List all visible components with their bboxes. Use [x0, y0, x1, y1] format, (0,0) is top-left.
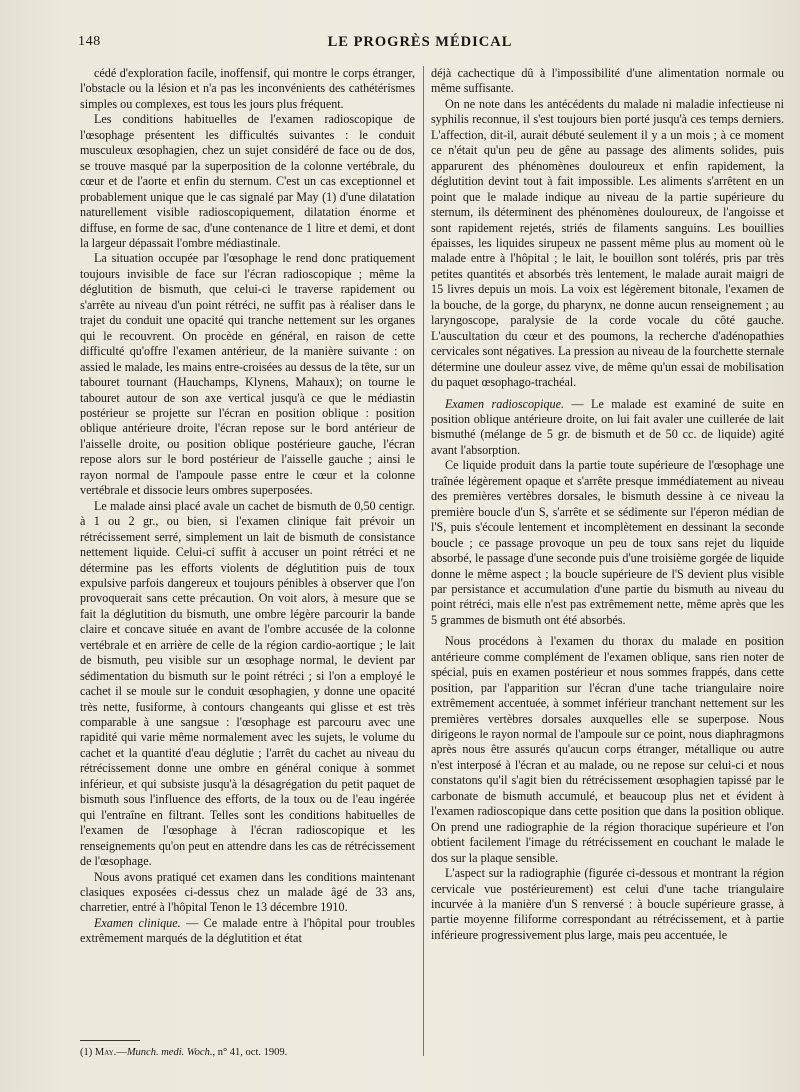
- paragraph-text: cédé d'exploration facile, inoffensif, qui montre le corps étranger, l'obstacle ou la lésion et n'a pas les inconvénients des cathétérismes simples ou complexes, est tous les jours plus fréquent.: [80, 66, 415, 111]
- paragraph-text: Ce liquide produit dans la partie toute supérieure de l'œsophage une traînée légèrement opaque et s'arrête presque immédiatement au niveau des premières vertèbres dorsales, le bismuth dessine à ce niveau la première boucle d'un S, s'arrête et se sédimente sur l'éperon médian de l'S, puis s'écoule lentement et incomplètement en dessinant la seconde boucle ; ce passage provoque un peu de toux sans rejet du liquide absorbé, le passage d'une seconde puis d'une troisième gorgée de liquide donne le même aspect ; la boucle supérieure de l'S devient plus visible par persistance et accumulation d'une partie du bismuth au niveau du point rétréci, mais elle n'est pas extrêmement nette, même après que les 5 grammes de bismuth ont été absorbés.: [431, 458, 784, 627]
- paragraph: [80, 66, 415, 112]
- paragraph-text: — Ce malade entre à l'hôpital pour troubles extrêmement marqués de la déglutition et état: [80, 915, 416, 946]
- footnote-author: May.: [94, 1047, 117, 1058]
- paragraph-text: On ne note dans les antécédents du malade ni maladie infectieuse ni syphilis reconnue, il s'est toujours bien porté jusqu'à ces temps derniers. L'affection, dit-il, aurait débuté seulement il y a un mois ; à ce moment ce n'était qu'un peu de gêne au passage des aliments solides, puis apparurent des phénomènes douloureux et enfin rapidement, la déglutition devint tout à fait impossible. Les aliments s'arrêtent en un point que le malade indique au niveau de la partie supérieure du sternum, ils déterminent des phénomènes douloureux, de l'angoisse et sont rapidement rejetés, striés de filaments sanguins. Les bouillies épaisses, les liquides sirupeux ne passent même plus au moment où le malade entre à l'hôpital ; le lait, le bouillon sont tolérés, pris par très petites quantités et absorbés très lentement, le malade aurait maigri de 15 livres depuis un mois. La voix est légèrement bitonale, l'examen de la bouche, de la gorge, du pharynx, ne donne aucun renseignement ; au laryngoscope, paralysie de la corde vocale du côté gauche. L'auscultation du cœur et des poumons, la recherche d'adénopathies cervicales sont négatives. La pression au niveau de la fourchette sternale détermine une douleur assez vive, de même qu'un essai de mobilisation du paquet œsophago-trachéal.: [431, 96, 784, 390]
- footnote-dash: —: [116, 1047, 127, 1058]
- paragraph: [80, 499, 415, 870]
- paragraph-lead: Examen radioscopique.: [445, 396, 565, 411]
- paragraph: [431, 397, 784, 459]
- paragraph-text: déjà cachectique dû à l'impossibilité d'une alimentation normale ou même suffisante.: [431, 66, 784, 96]
- page-number: 148: [78, 34, 101, 49]
- footnote-journal: Munch. medi. Woch.: [126, 1047, 213, 1058]
- running-head: [78, 34, 762, 52]
- paragraph-text: Nous procédons à l'examen du thorax du malade en position antérieure comme complément de l'examen oblique, sans rien noter de spécial, puis en examen postérieur et nous sommes frappés, dans cette position, par l'apparition sur l'écran d'une tache triangulaire noire extrêmement accentuée, à sommet inférieur tranchant nettement sur les premières vertèbres dorsales auxquelles elle se superpose. Nous dirigeons le rayon normal de l'ampoule sur ce point, nous diaphragmons après nous être assurés qu'aucun corps étranger, métallique ou autre n'est interposé à l'écran et au malade, ou ne repose sur celui-ci et nous constatons qu'il s'agit bien du rétrécissement œsophagien tapissé par le carbonate de bismuth accumulé, et beaucoup plus net et évident à l'examen radioscopique dans cette position que dans la position oblique. On prend une radiographie de la région thoracique supérieure et l'on obtient facilement l'image du rétrécissement en couchant le malade le dos sur la plaque sensible.: [431, 634, 784, 865]
- paragraph: [80, 251, 415, 498]
- paragraph: [80, 916, 415, 947]
- column-divider: [423, 66, 424, 1056]
- paragraph: [431, 866, 784, 943]
- right-column: [431, 66, 784, 943]
- paragraph: [431, 458, 784, 628]
- paragraph-text: Les conditions habituelles de l'examen radioscopique de l'œsophage présentent les difficultés suivantes : le conduit musculeux œsophagien, chez un sujet considéré de face ou de dos, se trouve masqué par la superposition de la colonne vertébrale, du cœur et de l'aorte et enfin du sternum. C'est un cas exceptionnel et probablement unique que le cas signalé par May (1) d'une dilatation naturellement visible radioscopiquement, dilatation énorme et diffuse, en forme de sac, d'une contenance de 1 litre et demi, et dont la largeur dépassait l'ombre médiastinale.: [80, 112, 415, 250]
- paragraph: [431, 97, 784, 391]
- paragraph: [80, 112, 415, 251]
- paragraph-text: L'aspect sur la radiographie (figurée ci-dessous et montrant la région cervicale vue postérieurement) est celui d'une tache triangulaire incurvée à la manière d'un S renversé : à boucle supérieure grasse, à partie moyenne filiforme correspondant au rétrécissement, et à partie inférieure progressivement plus large, mais peu accentuée, le: [431, 866, 784, 942]
- paragraph-text: — Le malade est examiné de suite en position oblique antérieure droite, on lui fait avaler une cuillerée de lait bismuthé (mélange de 5 gr. de bismuth et de 50 cc. de liquide) agité avant l'absorption.: [431, 396, 784, 457]
- paragraph-text: Nous avons pratiqué cet examen dans les conditions maintenant clasiques exposées ci-dessus chez un malade âgé de 33 ans, charretier, entré à l'hôpital Tenon le 13 décembre 1910.: [80, 869, 415, 915]
- journal-title: LE PROGRÈS MÉDICAL: [327, 34, 513, 50]
- footnote: [80, 1046, 415, 1059]
- paragraph: [431, 634, 784, 866]
- footnote-marker: (1): [80, 1047, 95, 1058]
- left-column: [80, 66, 415, 947]
- paragraph-text: La situation occupée par l'œsophage le rend donc pratiquement toujours invisible de face sur l'écran radioscopique ; même la déglutition de bismuth, que celui-ci le traverse rapidement ou s'arrête au niveau d'un point rétréci, ne suffit pas à réaliser dans le trajet du conduit une opacité qui tranche nettement sur les organes qui le recouvrent. On procède en général, en raison de cette difficulté qu'offre l'examen antérieur, de la manière suivante : on assied le malade, les mains entre-croisées au dessus de la tête, sur un tabouret tournant (Hauchamps, Klynens, Mahaux); on tourne le tabouret autour de son axe vertical jusqu'à ce que le médiastin postérieur se projette sur l'écran en position oblique : position oblique antérieure droite, l'écran repose sur le bord antérieur de l'aisselle droite, ou position oblique postérieure gauche, l'écran repose alors sur le bord postérieur de l'aisselle gauche ; ainsi le rayon normal de l'ampoule passe entre le cœur et la colonne vertébrale et dissocie leurs ombres superposées.: [80, 251, 415, 498]
- footnote-divider: [80, 1040, 140, 1041]
- footnote-rest: , n° 41, oct. 1909.: [212, 1047, 288, 1058]
- paragraph: [431, 66, 784, 97]
- paragraph-lead: Examen clinique.: [94, 915, 181, 930]
- paragraph-text: Le malade ainsi placé avale un cachet de bismuth de 0,50 centigr. à 1 ou 2 gr., ou bien, si l'examen clinique fait prévoir un rétrécissement serré, simplement un lait de bismuth de consistance nettement liquide. Celui-ci suffit à accuser un point rétréci et ne détermine pas les efforts violents de déglutition puis de toux expulsive parfois dangereux et toujours pénibles à observer que l'on provoquerait sans cette précaution. On voit alors, à mesure que se fait la déglutition du bismuth, une ombre légère parcourir la bande claire et concave située en avant de l'ombre accusée de la colonne vertébrale et en arrière de celle de la région cardio-aortique ; le lait de bismuth, peu visible sur un œsophage normal, le devient par sédimentation du bismuth sur le point rétréci ; si l'on a employé le cachet il se moule sur le conduit œsophagien, y donne une opacité très nette, fusiforme, à contours changeants qui glisse et est très comparable à une sangsue : l'œsophage est parcouru avec une rapidité qui varie même normalement avec les sujets, le volume du cachet et la quantité d'eau déglutie ; l'arrêt du cachet au niveau du rétrécissement donne une ombre en général conique à sommet inférieur, et qui subsiste jusqu'à la désagrégation du petit paquet de bismuth sous l'influence des efforts, de la toux ou de l'eau ingérée qui l'entraîne en filtrant. Telles sont les conditions habituelles de l'examen de l'œsophage à l'écran radioscopique et les renseignements qu'on peut en attendre dans les cas de rétrécissement de l'œsophage.: [80, 498, 415, 869]
- paragraph: [80, 870, 415, 916]
